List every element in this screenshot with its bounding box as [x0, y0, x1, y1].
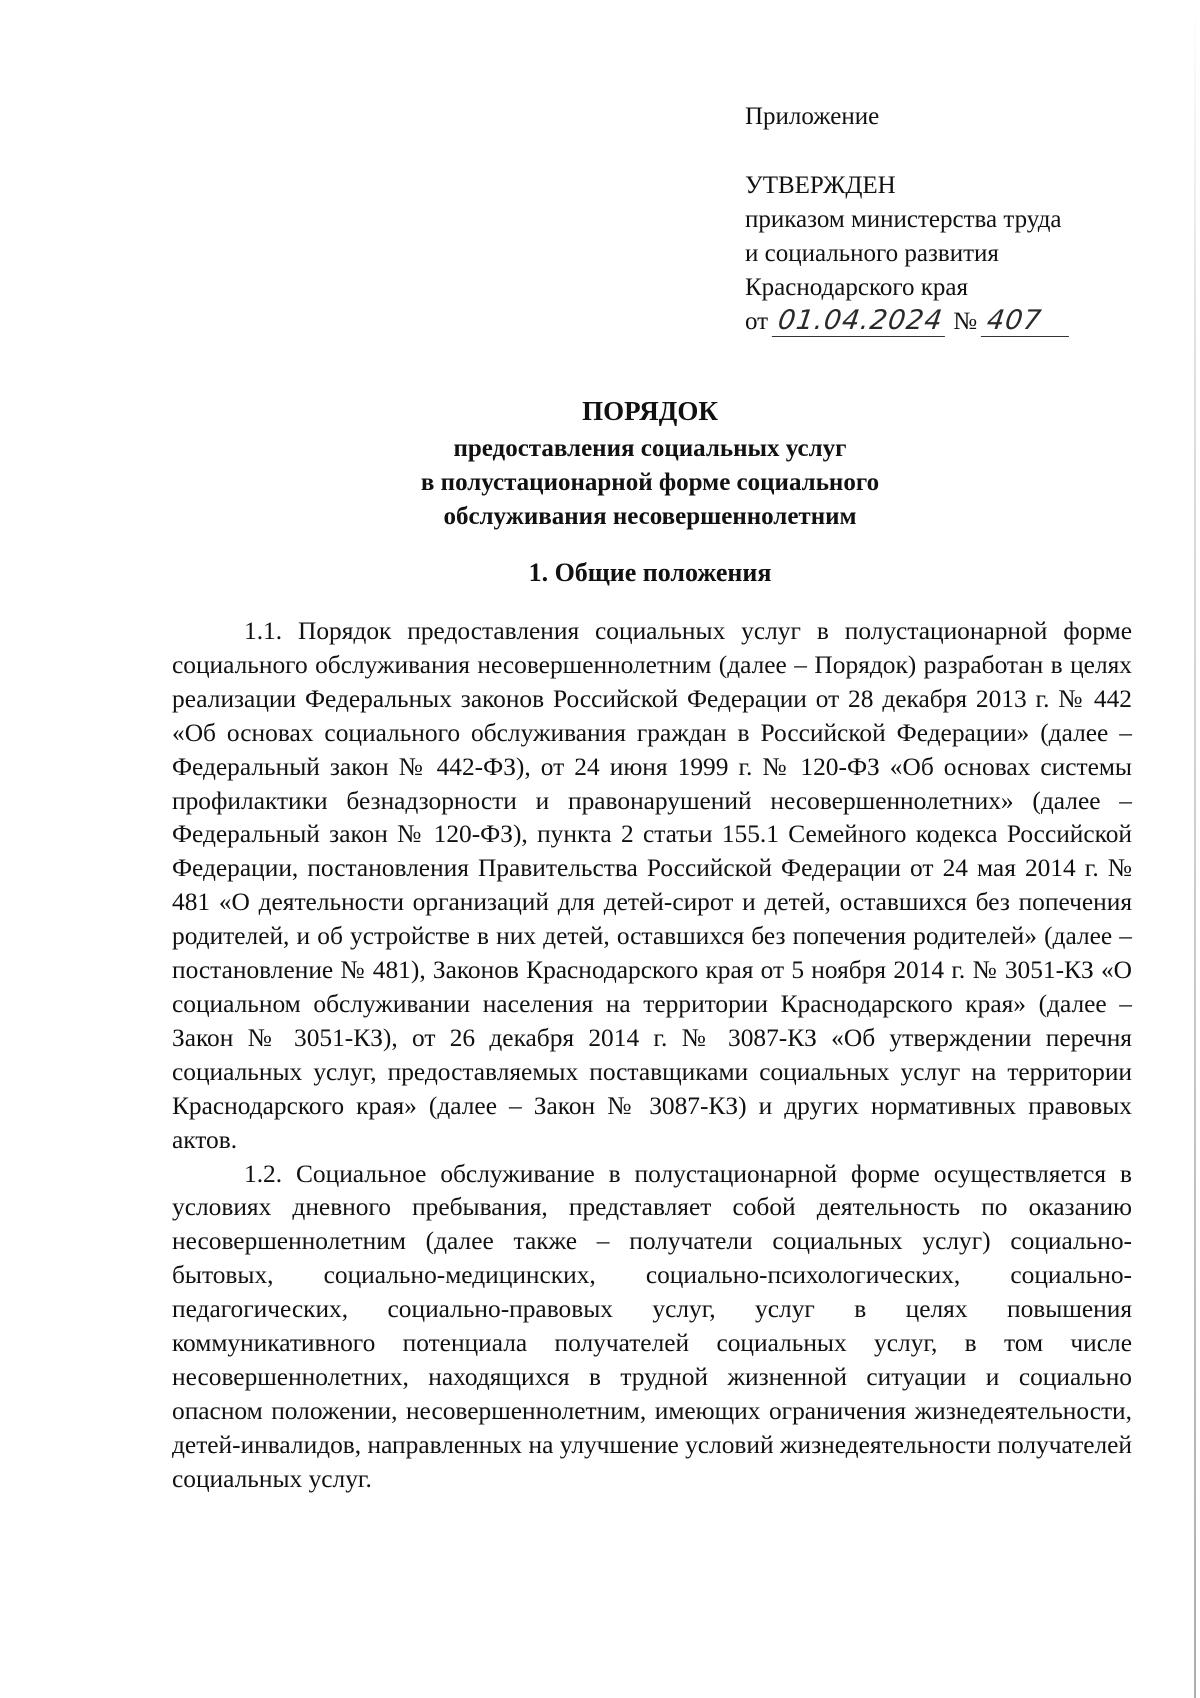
document-title: ПОРЯДОК: [582, 396, 718, 426]
paragraph-1-2: 1.2. Социальное обслуживание в полустационарной форме осуществляется в условиях дневного пребывания, представляет собой деятельность по оказанию несовершеннолетним (далее также – получатели социальных услуг) социально-бытовых, социально-медицинских, социально-психологических, социально-педагогических, социально-правовых услуг, услуг в целях повышения коммуникативного потенциала получателей социальных услуг, в том числе несовершеннолетних, находящихся в трудной жизненной ситуации и социально опасном положении, несовершеннолетним, имеющих ограничения жизнедеятельности, детей-инвалидов, направленных на улучшение условий жизнедеятельности получателей социальных услуг.: [172, 1159, 1132, 1493]
handwritten-date: 01.04.2024: [772, 306, 949, 337]
approval-line: Краснодарского края: [745, 274, 968, 301]
subtitle-line: в полустационарной форме социального: [420, 469, 880, 496]
date-prefix: от: [745, 308, 769, 335]
paragraph-1-1: 1.1. Порядок предоставления социальных услуг в полустационарной форме социального обслуживания несовершеннолетним (далее – Порядок) разработан в целях реализации Федеральных законов Российской Федерации от 28 декабря 2013 г. № 442 «Об основах социального обслуживания граждан в Российской Федерации» (далее – Федеральный закон № 442-ФЗ), от 24 июня 1999 г. № 120-ФЗ «Об основах системы профилактики безнадзорности и правонарушений несовершеннолетних» (далее – Федеральный закон № 120-ФЗ), пункта 2 статьи 155.1 Семейного кодекса Российской Федерации, постановления Правительства Российской Федерации от 24 мая 2014 г. № 481 «О деятельности организаций для детей-сирот и детей, оставшихся без попечения родителей, и об устройстве в них детей, оставшихся без попечения родителей» (далее – постановление № 481), Законов Краснодарского края от 5 ноября 2014 г. № 3051-КЗ «О социальном обслуживании населения на территории Краснодарского края» (далее – Закон № 3051-КЗ), от 26 декабря 2014 г. № 3087-КЗ «Об утверждении перечня социальных услуг, предоставляемых поставщиками социальных услуг на территории Краснодарского края» (далее – Закон № 3087-КЗ) и других нормативных правовых актов.: [172, 617, 1132, 1154]
subtitle-line: обслуживания несовершеннолетним: [443, 503, 857, 530]
number-prefix: №: [953, 308, 978, 335]
subtitle-line: предоставления социальных услуг: [453, 435, 847, 462]
body-text: [172, 615, 1132, 1497]
scan-edge-line: [1194, 0, 1196, 1698]
approval-line: приказом министерства труда: [745, 206, 1062, 233]
handwritten-number: 407: [981, 306, 1073, 337]
document-subtitle: [170, 432, 1130, 534]
section-heading: 1. Общие положения: [528, 558, 772, 587]
approval-block: [745, 100, 1165, 339]
approval-line: и социального развития: [745, 240, 999, 267]
appendix-label: Приложение: [745, 103, 880, 130]
order-date-line: [745, 305, 1165, 339]
approved-label: УТВЕРЖДЕН: [745, 172, 896, 199]
